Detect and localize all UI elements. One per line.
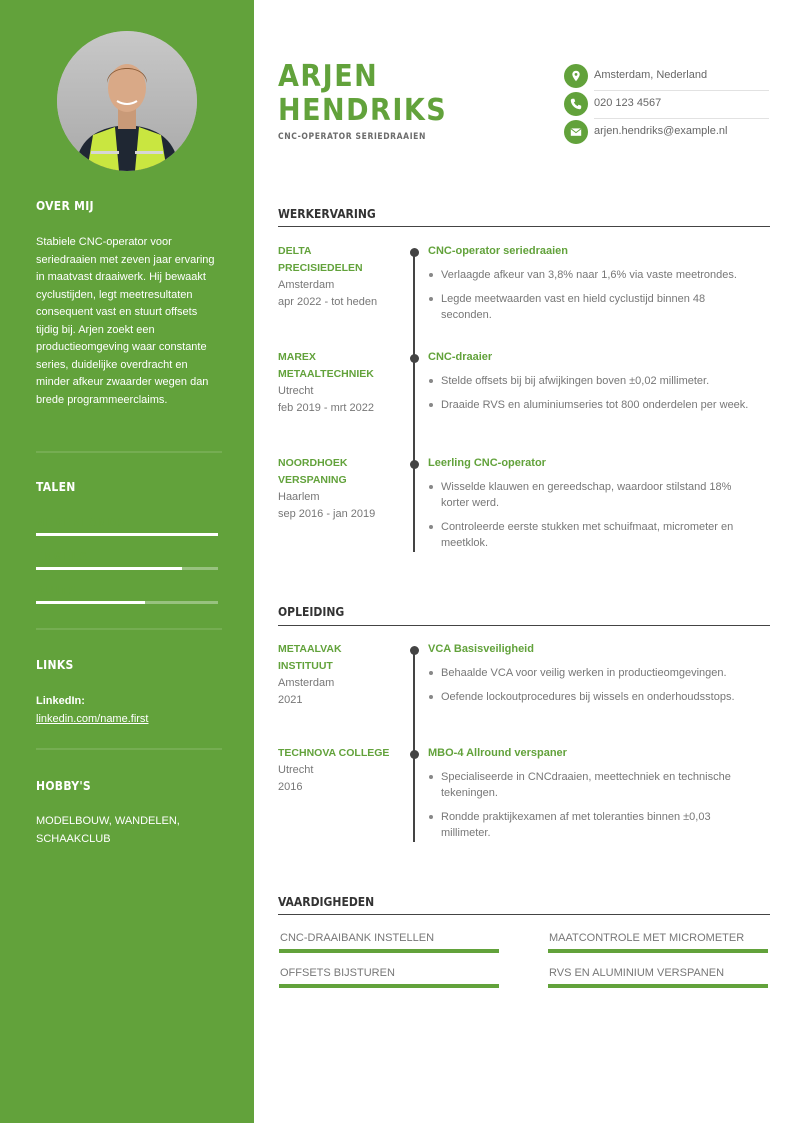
language-level-bar [36,533,218,536]
skill-bar [548,984,768,988]
section-rule [278,914,770,915]
profile-photo-image [57,31,197,171]
about-title: OVER MIJ [36,199,94,213]
timeline-dot [410,750,419,759]
skill-item [279,967,499,988]
envelope-icon [564,120,588,144]
hobbies-text: MODELBOUW, WANDELEN, SCHAAKCLUB [36,815,180,845]
bullet-text: Rondde praktijkexamen af met toleranties binnen ±0,03 millimeter. [441,811,711,839]
timeline-dot [410,248,419,257]
skill-bar [279,949,499,953]
bullet-text: Stelde offsets bij bij afwijkingen boven ±0,02 millimeter. [441,375,710,387]
bullet-text: Oefende lockoutprocedures bij wissels en onderhoudsstops. [441,691,735,703]
contact-phone [564,92,769,116]
bullet-item [428,373,758,389]
bullet-item [428,479,758,511]
education-title: OPLEIDING [278,605,345,619]
sidebar-divider [36,451,222,453]
skill-bar [279,984,499,988]
school-name: METAALVAK [278,643,342,655]
employment-period: feb 2019 - mrt 2022 [278,402,375,414]
hobbies-title: HOBBY'S [36,779,92,793]
skill-item [548,967,768,988]
sidebar [0,0,254,1123]
language-item [36,516,218,536]
education-timeline [413,648,415,842]
name-block [278,60,447,142]
section-rule [278,625,770,626]
linkedin-link[interactable]: linkedin.com/name.first [36,712,149,725]
phone-icon [564,92,588,116]
school-city: Utrecht [278,764,314,776]
language-item [36,550,218,570]
job-role: CNC-OPERATOR SERIEDRAAIEN [278,132,426,142]
job-title: Leerling CNC-operator [428,457,546,469]
skill-name: RVS EN ALUMINIUM VERSPANEN [549,967,725,979]
bullet-item [428,769,758,801]
employment-period: sep 2016 - jan 2019 [278,508,376,520]
skill-item [548,932,768,953]
language-name: DUITS [36,584,78,597]
language-level-bar [36,567,218,570]
skill-item [279,932,499,953]
phone-text: 020 123 4567 [594,97,662,109]
bullet-text: Controleerde eerste stukken met schuifmaat, micrometer en meetklok. [441,521,734,549]
links-block [36,693,222,728]
bullet-text: Verlaagde afkeur van 3,8% naar 1,6% via vaste meetrondes. [441,269,737,281]
bullet-item [428,665,758,681]
employment-period: apr 2022 - tot heden [278,296,378,308]
first-name: ARJEN [278,59,379,94]
language-level-fill [36,533,218,536]
sidebar-divider [36,628,222,630]
timeline-dot [410,460,419,469]
sidebar-divider [36,748,222,750]
experience-timeline [413,250,415,552]
bullet-text: Legde meetwaarden vast en hield cyclustijd binnen 48 seconden. [441,293,706,321]
language-level-fill [36,601,145,604]
company-name: DELTA [278,245,312,257]
school-name-line2: INSTITUUT [278,660,333,672]
bullet-item [428,689,758,705]
job-title: CNC-operator seriedraaien [428,245,568,257]
experience-title: WERKERVARING [278,207,376,221]
education-title-item: MBO-4 Allround verspaner [428,747,567,759]
company-name: NOORDHOEK [278,457,348,469]
skill-name: CNC-DRAAIBANK INSTELLEN [280,932,435,944]
language-level-bar [36,601,218,604]
timeline-dot [410,646,419,655]
bullet-text: Draaide RVS en aluminiumseries tot 800 onderdelen per week. [441,399,749,411]
school-city: Amsterdam [278,677,335,689]
section-rule [278,226,770,227]
bullet-text: Wisselde klauwen en gereedschap, waardoor stilstand 18% korter werd. [441,481,732,509]
links-title: LINKS [36,658,74,672]
last-name: HENDRIKS [278,93,448,128]
contact-divider [594,118,769,119]
contact-divider [594,90,769,91]
language-level-fill [36,567,182,570]
email-text[interactable]: arjen.hendriks@example.nl [594,125,728,137]
linkedin-label: LinkedIn: [36,695,85,707]
education-title-item: VCA Basisveiligheid [428,643,534,655]
company-city: Haarlem [278,491,320,503]
skill-name: MAATCONTROLE MET MICROMETER [549,932,745,944]
education-year: 2016 [278,781,303,793]
contact-email [564,120,769,144]
timeline-dot [410,354,419,363]
about-text: Stabiele CNC-operator voor seriedraaien met zeven jaar ervaring in maatvast draaiwerk. Hij bewaakt cyclustijden, legt meetresultaten consequent vast en stuurt offsets tijdig bij. Arjen zoekt een productieomgeving waar constante series, duidelijke overdracht en minder afkeur zwaarder wegen dan brede programmeerclaims. [36,236,215,406]
location-text: Amsterdam, Nederland [594,69,708,81]
company-city: Amsterdam [278,279,335,291]
company-name-line2: PRECISIEDELEN [278,262,363,274]
job-title: CNC-draaier [428,351,493,363]
bullet-text: Behaalde VCA voor veilig werken in productieomgevingen. [441,667,727,679]
company-name: MAREX [278,351,316,363]
bullet-item [428,519,758,551]
company-name-line2: VERSPANING [278,474,347,486]
bullet-item [428,267,758,283]
map-pin-icon [564,64,588,88]
skills-title: VAARDIGHEDEN [278,895,375,909]
language-item [36,584,218,604]
skill-bar [548,949,768,953]
bullet-item [428,397,758,413]
bullet-item [428,809,758,841]
bullet-item [428,291,758,323]
company-name-line2: METAALTECHNIEK [278,368,374,380]
profile-photo [57,31,197,171]
school-name: TECHNOVA COLLEGE [278,747,390,759]
contact-location [564,64,769,88]
bullet-text: Specialiseerde in CNCdraaien, meettechniek en technische tekeningen. [441,771,731,799]
education-year: 2021 [278,694,303,706]
language-name: ENGELS [36,550,89,563]
company-city: Utrecht [278,385,314,397]
languages-title: TALEN [36,480,76,494]
skill-name: OFFSETS BIJSTUREN [280,967,395,979]
language-name: NEDERLANDS [36,516,127,529]
